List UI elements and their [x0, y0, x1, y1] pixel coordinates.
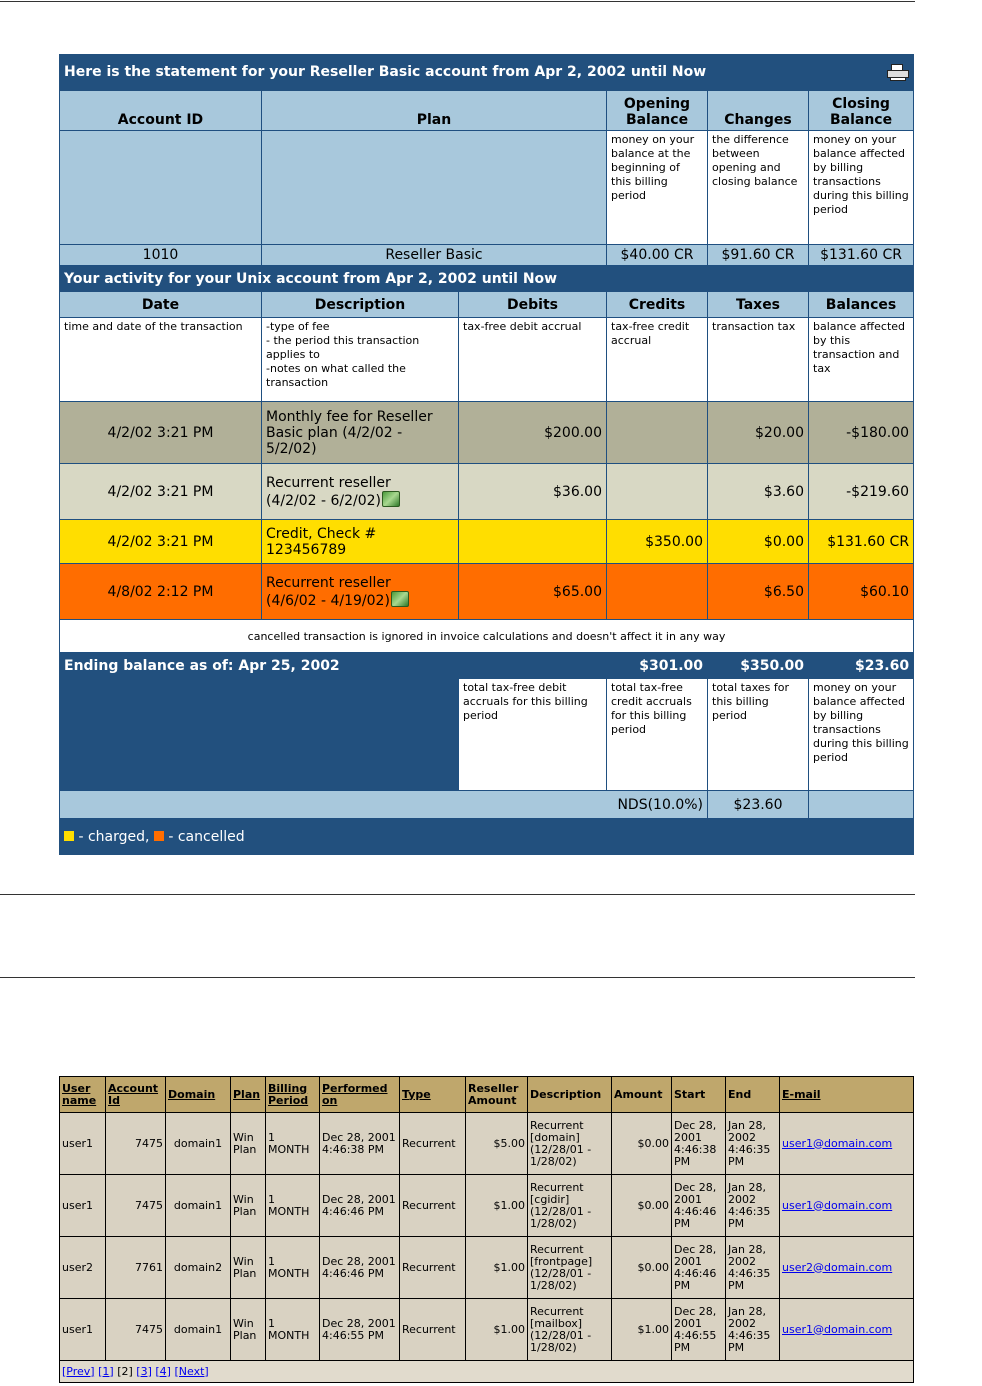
pager-prev-link[interactable]: [Prev] [62, 1364, 95, 1378]
desc-changes: the difference between opening and closing balance [708, 131, 809, 245]
statement-section [59, 54, 982, 855]
user-transactions-section [59, 1076, 913, 1383]
cell-period: 1 MONTH [266, 1237, 320, 1299]
cell-type: Recurrent [400, 1237, 466, 1299]
cell-amount: $0.00 [612, 1175, 672, 1237]
activity-title-bar [60, 266, 914, 292]
cancelled-note: cancelled transaction is ignored in invoice calculations and doesn't affect it in any way [60, 620, 914, 653]
sort-email-link[interactable]: E-mail [782, 1087, 821, 1101]
cell-domain: domain1 [166, 1175, 231, 1237]
header-amount: Amount [612, 1077, 672, 1113]
cell-account: 7475 [106, 1113, 166, 1175]
tax-summary-value: $23.60 [708, 791, 809, 819]
email-link[interactable]: user2@domain.com [782, 1260, 893, 1274]
tx-credit [607, 564, 708, 620]
desc-plan-empty [262, 131, 607, 245]
cell-account: 7761 [106, 1237, 166, 1299]
pager-current-page: [2] [117, 1364, 133, 1378]
col-description: Description [262, 292, 459, 318]
transaction-row [60, 402, 914, 464]
value-account-id: 1010 [60, 245, 262, 266]
activity-title: Your activity for your Unix account from Apr 2, 2002 until Now [64, 270, 558, 287]
tax-summary-label: NDS(10.0%) [60, 791, 708, 819]
header-type[interactable] [400, 1077, 466, 1113]
tx-description: Credit, Check # 123456789 [262, 520, 459, 564]
desc-balances: balance affected by this transaction and tax [809, 318, 914, 402]
cell-description: Recurrent [domain] (12/28/01 - 1/28/02) [528, 1113, 612, 1175]
ending-desc-credits: total tax-free credit accruals for this billing period [607, 679, 708, 791]
tx-balance: -$219.60 [809, 464, 914, 520]
col-debits: Debits [459, 292, 607, 318]
cell-email[interactable] [780, 1113, 914, 1175]
tx-credit [607, 464, 708, 520]
header-performed-on[interactable] [320, 1077, 400, 1113]
transaction-row [60, 564, 914, 620]
desc-taxes: transaction tax [708, 318, 809, 402]
cell-start: Dec 28, 2001 4:46:46 PM [672, 1237, 726, 1299]
ending-desc-debits: total tax-free debit accruals for this billing period [459, 679, 607, 791]
cell-reseller-amount: $1.00 [466, 1237, 528, 1299]
email-link[interactable]: user1@domain.com [782, 1136, 893, 1150]
header-start: Start [672, 1077, 726, 1113]
cell-type: Recurrent [400, 1299, 466, 1361]
money-icon[interactable] [391, 591, 409, 607]
col-opening-balance: Opening Balance [607, 91, 708, 131]
user-transactions-table [59, 1076, 914, 1383]
tx-debit: $65.00 [459, 564, 607, 620]
tx-description-line2: (4/6/02 - 4/19/02) [266, 592, 390, 609]
tx-tax: $3.60 [708, 464, 809, 520]
cell-description: Recurrent [mailbox] (12/28/01 - 1/28/02) [528, 1299, 612, 1361]
col-account-id: Account ID [60, 91, 262, 131]
header-account-id[interactable] [106, 1077, 166, 1113]
cell-amount: $0.00 [612, 1113, 672, 1175]
header-domain[interactable] [166, 1077, 231, 1113]
header-plan[interactable] [231, 1077, 266, 1113]
sort-account-id-link[interactable]: Account Id [108, 1081, 159, 1107]
col-closing-balance: Closing Balance [809, 91, 914, 131]
tx-tax: $6.50 [708, 564, 809, 620]
top-divider [0, 1, 915, 2]
cell-performed: Dec 28, 2001 4:46:46 PM [320, 1237, 400, 1299]
desc-credits: tax-free credit accrual [607, 318, 708, 402]
cancelled-swatch [154, 831, 164, 841]
ending-desc-taxes: total taxes for this billing period [708, 679, 809, 791]
tx-debit: $200.00 [459, 402, 607, 464]
legend-cancelled: - cancelled [163, 828, 245, 845]
sort-performed-on-link[interactable]: Performed on [322, 1081, 388, 1107]
pagination [60, 1361, 914, 1383]
sort-plan-link[interactable]: Plan [233, 1087, 261, 1101]
header-description: Description [528, 1077, 612, 1113]
value-closing: $131.60 CR [809, 245, 914, 266]
col-taxes: Taxes [708, 292, 809, 318]
cell-domain: domain1 [166, 1113, 231, 1175]
col-date: Date [60, 292, 262, 318]
legend-charged: - charged, [74, 828, 154, 845]
pager-page-4-link[interactable]: [4] [155, 1364, 171, 1378]
divider [0, 894, 915, 895]
tx-tax: $0.00 [708, 520, 809, 564]
table-row [60, 1175, 914, 1237]
tx-date: 4/2/02 3:21 PM [60, 520, 262, 564]
desc-account-id-empty [60, 131, 262, 245]
cell-account: 7475 [106, 1175, 166, 1237]
tx-balance: -$180.00 [809, 402, 914, 464]
cell-user: user1 [60, 1113, 106, 1175]
divider [0, 977, 915, 978]
desc-debits: tax-free debit accrual [459, 318, 607, 402]
tx-credit [607, 402, 708, 464]
tx-description-line1: Recurrent reseller [266, 574, 391, 591]
header-billing-period[interactable] [266, 1077, 320, 1113]
cell-end: Jan 28, 2002 4:46:35 PM [726, 1175, 780, 1237]
value-changes: $91.60 CR [708, 245, 809, 266]
cell-performed: Dec 28, 2001 4:46:55 PM [320, 1299, 400, 1361]
cell-plan: Win Plan [231, 1113, 266, 1175]
cell-amount: $0.00 [612, 1237, 672, 1299]
sort-user-name-link[interactable]: User name [62, 1081, 97, 1107]
cell-plan: Win Plan [231, 1237, 266, 1299]
desc-date: time and date of the transaction [60, 318, 262, 402]
value-plan: Reseller Basic [262, 245, 607, 266]
tx-balance: $60.10 [809, 564, 914, 620]
tx-description: Monthly fee for Reseller Basic plan (4/2/02 - 5/2/02) [262, 402, 459, 464]
value-opening: $40.00 CR [607, 245, 708, 266]
sort-type-link[interactable]: Type [402, 1087, 431, 1101]
cell-start: Dec 28, 2001 4:46:46 PM [672, 1175, 726, 1237]
cell-period: 1 MONTH [266, 1175, 320, 1237]
cell-plan: Win Plan [231, 1299, 266, 1361]
cell-reseller-amount: $1.00 [466, 1299, 528, 1361]
tax-summary-empty [809, 791, 914, 819]
tx-date: 4/8/02 2:12 PM [60, 564, 262, 620]
col-changes: Changes [708, 91, 809, 131]
tx-debit: $36.00 [459, 464, 607, 520]
cell-domain: domain2 [166, 1237, 231, 1299]
tx-description [262, 464, 459, 520]
cell-end: Jan 28, 2002 4:46:35 PM [726, 1237, 780, 1299]
tx-description-line1: Recurrent reseller [266, 474, 391, 491]
cell-user: user1 [60, 1175, 106, 1237]
col-balances: Balances [809, 292, 914, 318]
cell-performed: Dec 28, 2001 4:46:46 PM [320, 1175, 400, 1237]
sort-domain-link[interactable]: Domain [168, 1087, 216, 1101]
desc-closing: money on your balance affected by billing transactions during this billing period [809, 131, 914, 245]
cell-description: Recurrent [frontpage] (12/28/01 - 1/28/02) [528, 1237, 612, 1299]
cell-end: Jan 28, 2002 4:46:35 PM [726, 1113, 780, 1175]
cell-performed: Dec 28, 2001 4:46:38 PM [320, 1113, 400, 1175]
cell-user: user1 [60, 1299, 106, 1361]
pager-page-3-link[interactable]: [3] [136, 1364, 152, 1378]
ending-credits: $350.00 [708, 653, 809, 679]
statement-table: Here is the statement for your Reseller Basic account from Apr 2, 2002 until Now Account ID Plan Opening Balance Changes Closing Balance money on your balance at the beginning of this billing period the difference between opening and closing balance money on your balance affected by billing transactions during this billing period 1010 Reseller Basic $40.00 CR $91.60 CR $131.60 CR Your activity for your Unix account from Apr 2, 2002 until Now Date Description Debits Credits Taxes Balances time and date of the transaction -type of fee - the period this transaction applies to -notes on what called the transaction tax-free debit accrual tax-free credit accrual transaction tax balance affected by this transaction and tax 4/2/02 3:21 PM Monthly fee for Reseller Basic plan (4/2/02 - 5/2/02) $200.00 $20.00 -$180.00 4/2/02 3:21 PM Recurrent reseller (4/2/02 - 6/2/02) $36.00 $3.60 -$219.60 4/2/02 3:21 PM Credit, Check # 123456789 $350.00 $0.00 $131.60 CR 4/8/02 2:12 PM Recurrent reseller (4/6/02 - 4/19/02) $65.00 $6.50 $60.10 cancelled transaction is ignored in invoice calculations and doesn't affect it in any way Ending balance as of: Apr 25, 2002 $301.00 $350.00 $23.60 $131.60 total tax-free debit accruals for this billing period total tax-free credit accruals for this billing period total taxes for this billing period money on your balance affected by billing transactions during this billing period NDS(10.0%) $23.60 - charged, - cancelled [59, 54, 914, 855]
printer-icon[interactable] [887, 64, 909, 82]
tx-date: 4/2/02 3:21 PM [60, 402, 262, 464]
cell-type: Recurrent [400, 1113, 466, 1175]
ending-desc-balance: money on your balance affected by billing transactions during this billing period [809, 679, 914, 791]
cell-email[interactable] [780, 1299, 914, 1361]
cell-start: Dec 28, 2001 4:46:55 PM [672, 1299, 726, 1361]
cell-email[interactable] [780, 1175, 914, 1237]
tx-tax: $20.00 [708, 402, 809, 464]
header-email[interactable] [780, 1077, 914, 1113]
ending-debits: $301.00 [607, 653, 708, 679]
ending-taxes: $23.60 [809, 653, 914, 679]
cell-period: 1 MONTH [266, 1299, 320, 1361]
cell-plan: Win Plan [231, 1175, 266, 1237]
cell-description: Recurrent [cgidir] (12/28/01 - 1/28/02) [528, 1175, 612, 1237]
cell-reseller-amount: $5.00 [466, 1113, 528, 1175]
col-credits: Credits [607, 292, 708, 318]
header-reseller-amount: Reseller Amount [466, 1077, 528, 1113]
cell-account: 7475 [106, 1299, 166, 1361]
pager-next-link[interactable]: [Next] [174, 1364, 209, 1378]
col-plan: Plan [262, 91, 607, 131]
statement-title-bar [60, 55, 914, 91]
header-user-name[interactable] [60, 1077, 106, 1113]
sort-billing-period-link[interactable]: Billing Period [268, 1081, 309, 1107]
cell-amount: $1.00 [612, 1299, 672, 1361]
tx-description-line2: (4/2/02 - 6/2/02) [266, 492, 382, 509]
tx-debit [459, 520, 607, 564]
table-row [60, 1299, 914, 1361]
cell-domain: domain1 [166, 1299, 231, 1361]
table-row [60, 1113, 914, 1175]
email-link[interactable]: user1@domain.com [782, 1198, 893, 1212]
money-icon[interactable] [382, 491, 400, 507]
tx-date: 4/2/02 3:21 PM [60, 464, 262, 520]
cell-start: Dec 28, 2001 4:46:38 PM [672, 1113, 726, 1175]
tx-description [262, 564, 459, 620]
statement-title: Here is the statement for your Reseller Basic account from Apr 2, 2002 until Now [64, 63, 707, 80]
cell-email[interactable] [780, 1237, 914, 1299]
header-end: End [726, 1077, 780, 1113]
transaction-row [60, 464, 914, 520]
ending-desc-blank [60, 679, 459, 791]
cell-period: 1 MONTH [266, 1113, 320, 1175]
pager-page-1-link[interactable]: [1] [98, 1364, 114, 1378]
tx-credit: $350.00 [607, 520, 708, 564]
table-row [60, 1237, 914, 1299]
desc-opening: money on your balance at the beginning of this billing period [607, 131, 708, 245]
tx-balance: $131.60 CR [809, 520, 914, 564]
cell-user: user2 [60, 1237, 106, 1299]
transaction-row [60, 520, 914, 564]
charged-swatch [64, 831, 74, 841]
legend-bar [60, 819, 914, 855]
cell-reseller-amount: $1.00 [466, 1175, 528, 1237]
desc-description: -type of fee - the period this transaction applies to -notes on what called the transaction [262, 318, 459, 402]
ending-balance-label: Ending balance as of: Apr 25, 2002 [60, 653, 607, 679]
cell-type: Recurrent [400, 1175, 466, 1237]
email-link[interactable]: user1@domain.com [782, 1322, 893, 1336]
cell-end: Jan 28, 2002 4:46:35 PM [726, 1299, 780, 1361]
